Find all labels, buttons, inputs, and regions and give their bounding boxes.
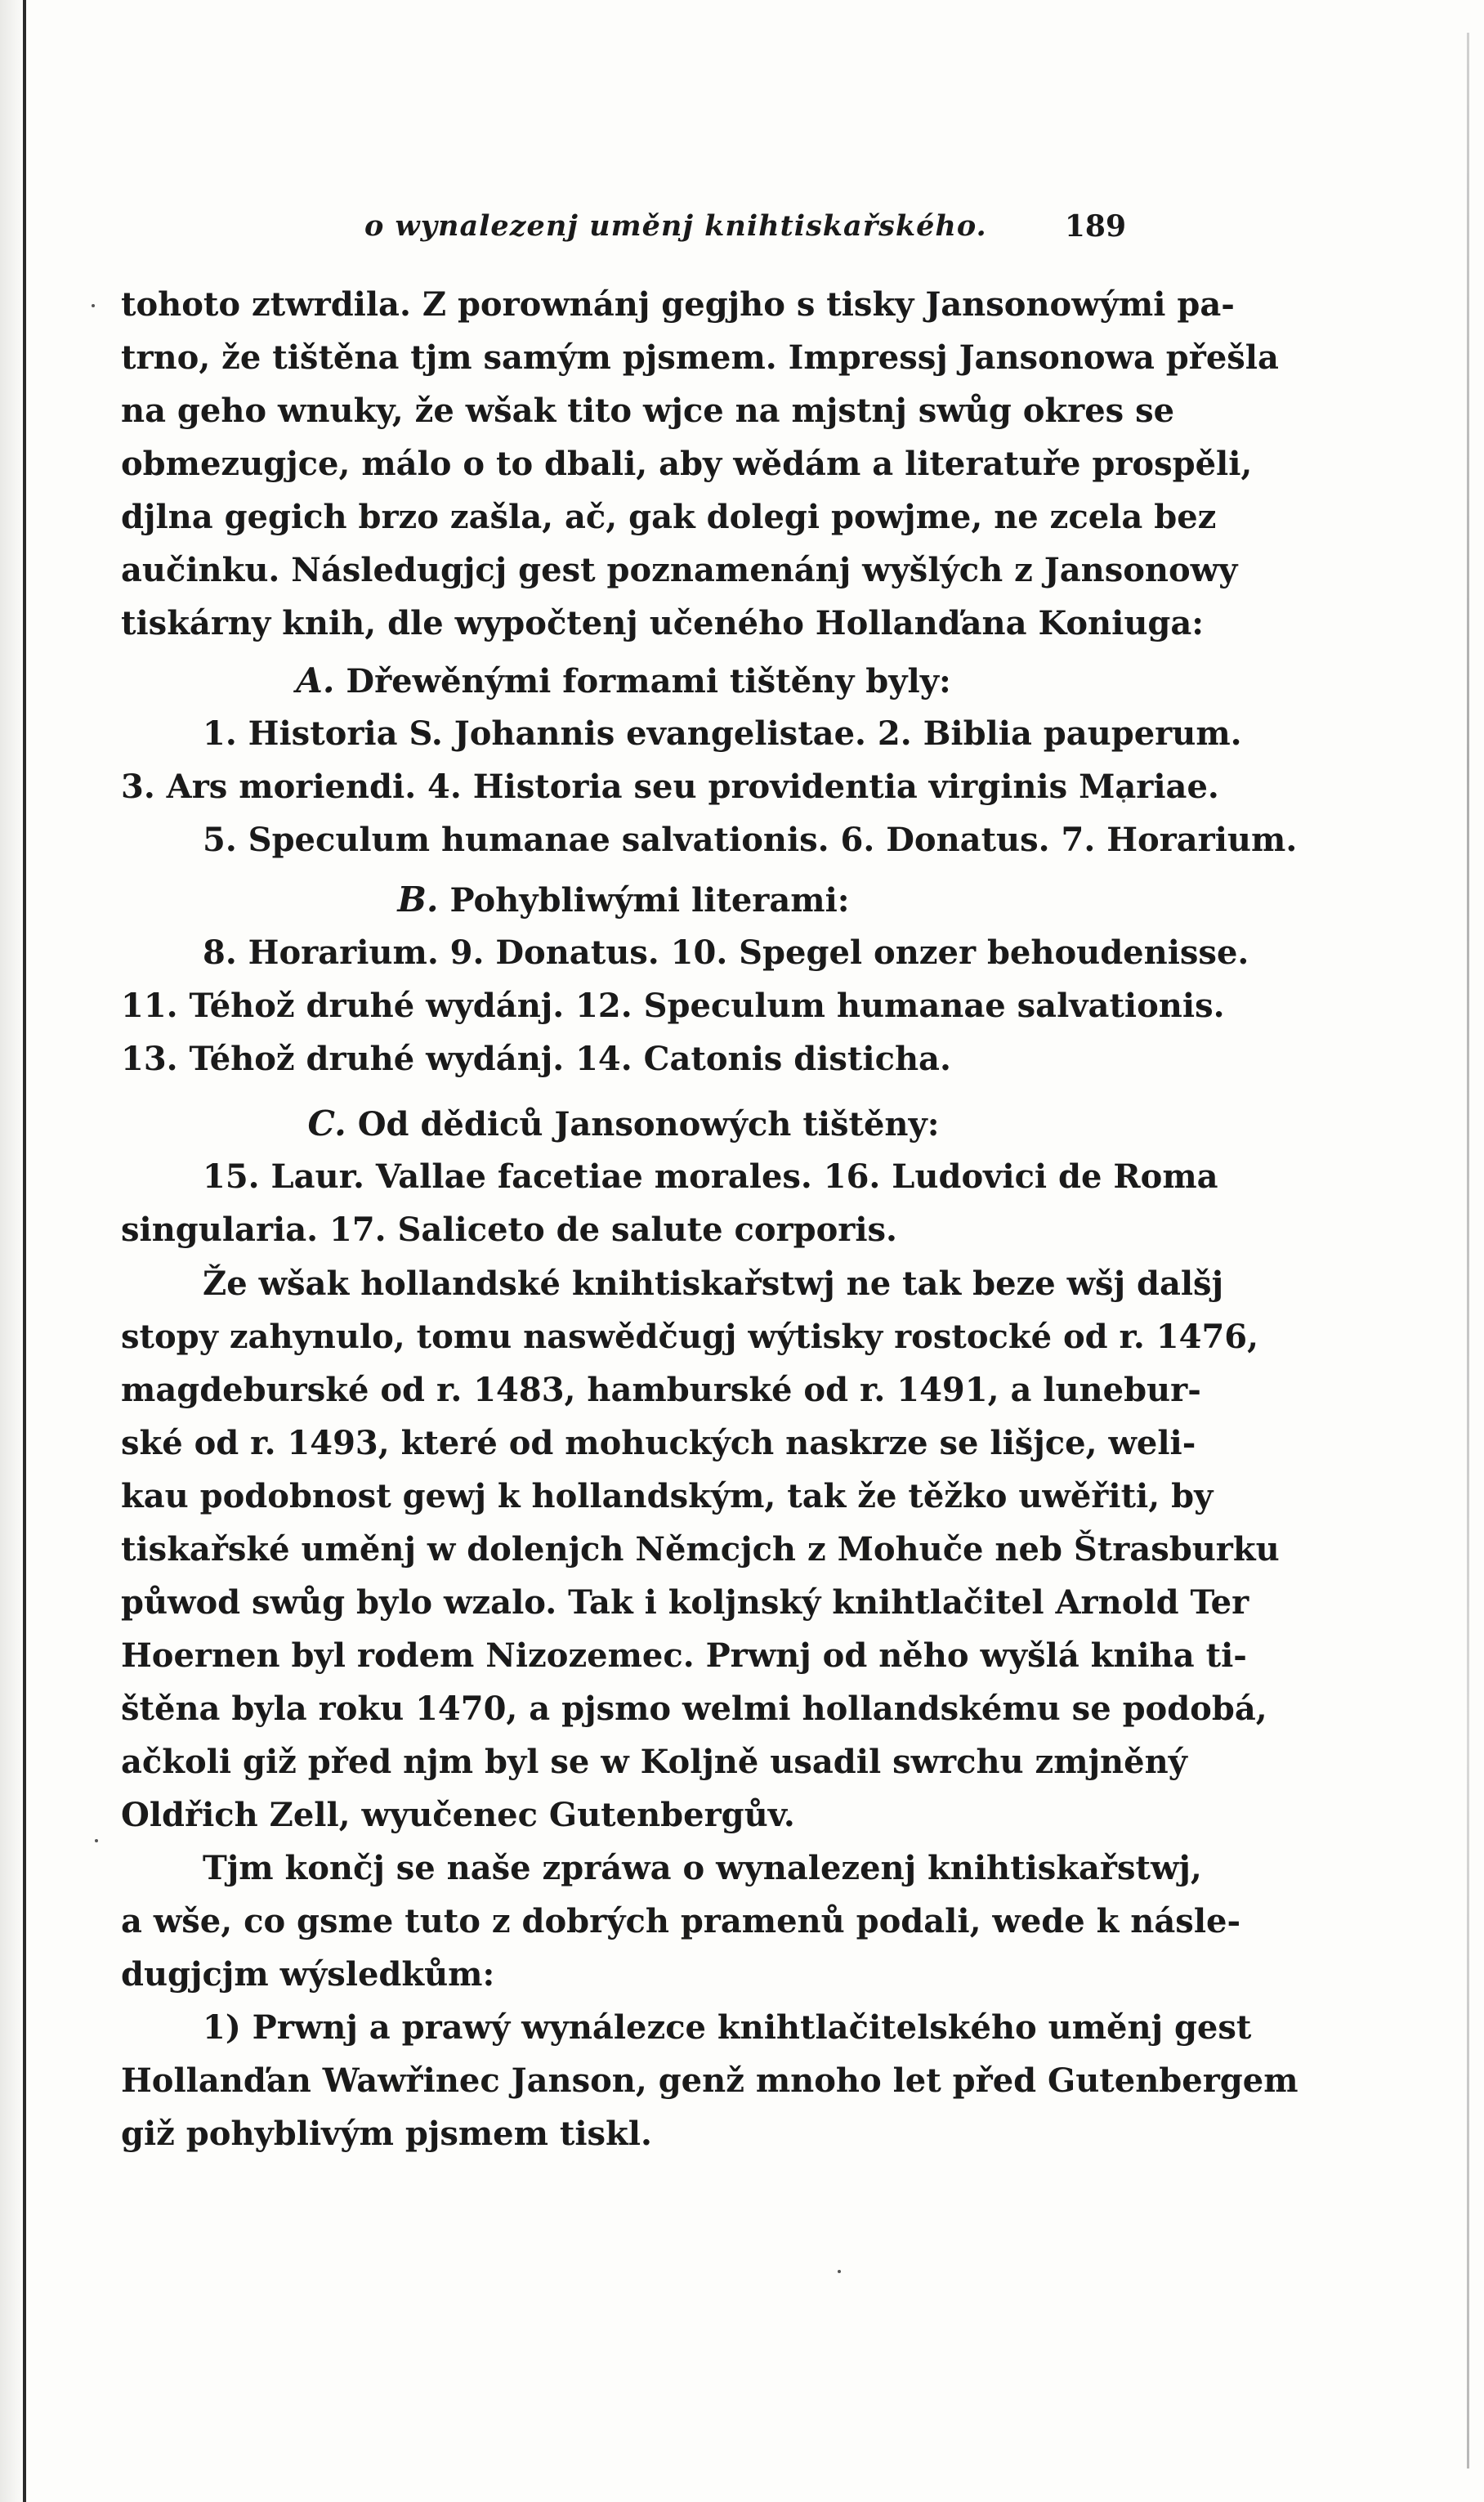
paragraph-4 [121,2001,1298,2160]
text-line: giž pohyblivým pjsmem tiskl. [121,2115,652,2153]
list-line: 5. Speculum humanae salvationis. 6. Donatus. 7. Horarium. [203,821,1298,859]
paragraph-3 [121,1842,1241,2001]
section-title: Od dědiců Jansonowých tištěny: [357,1105,940,1144]
text-line: aučinku. Následugjcj gest poznamenánj wyšlých z Jansonowy [121,551,1238,589]
text-line: magdeburské od r. 1483, hamburské od r. 1491, a lunebur- [121,1371,1201,1409]
section-title: Pohybliwými literami: [449,881,850,920]
list-line: 15. Laur. Vallae facetiae morales. 16. Ludovici de Roma [203,1157,1218,1196]
page-left-edge [23,0,26,2502]
text-line: dugjcjm wýsledkům: [121,1955,495,1994]
text-line: štěna byla roku 1470, a pjsmo welmi hollandskému se podobá, [121,1690,1267,1728]
text-line: půwod swůg bylo wzalo. Tak i kolјnský knihtlačitel Arnold Ter [121,1583,1249,1622]
ink-speck [95,1839,98,1842]
text-line: stopy zahynulo, tomu naswědčugj wýtisky rostocké od r. 1476, [121,1318,1259,1356]
text-line: na geho wnuky, že wšak tito wjce na mjstnj swůg okres se [121,392,1175,430]
text-line: obmezugjce, málo o to dbali, aby wědám a literatuře prospěli, [121,445,1253,483]
text-line: Oldřich Zell, wyučenec Gutenbergův. [121,1796,795,1834]
list-line: 1. Historia S. Johannis evangelistae. 2. Biblia pauperum. [203,714,1242,753]
section-letter: B. [397,880,439,920]
text-line: 1) Prwnj a prawý wynálezce knihtlačitelského uměnj gest [203,2008,1252,2047]
section-c [121,1097,1218,1256]
page-header [121,209,1126,248]
text-line: Tjm končj se naše zpráwa o wynalezenj knihtiskařstwj, [203,1849,1202,1887]
list-line: 8. Horarium. 9. Donatus. 10. Spegel onzer behoudenisse. [203,933,1249,972]
page-number: 189 [1064,209,1126,244]
text-line: ské od r. 1493, které od mohuckých naskrze se lišjce, weli- [121,1424,1196,1462]
running-head: o wynalezenj uměnj knihtiskařského. [364,209,987,243]
paragraph-1 [121,278,1279,650]
section-letter: C. [307,1103,346,1144]
list-line: 13. Téhož druhé wydánj. 14. Catonis disticha. [121,1040,951,1078]
text-line: djlna gegich brzo zašla, ač, gak dolegi powjme, ne zcela bez [121,498,1217,536]
list-line: singularia. 17. Saliceto de salute corporis. [121,1211,897,1249]
text-line: ačkoli giž před njm byl se w Koljně usadil swrchu zmjněný [121,1743,1187,1781]
text-line: tiskařské uměnj w dolenjch Němcjch z Mohuče neb Štrasburku [121,1530,1280,1569]
text-line: tiskárny knih, dle wypočtenj učeného Hollanďana Koniuga: [121,604,1205,642]
text-line: Že wšak hollandské knihtiskařstwj ne tak beze wšj dalšj [203,1264,1224,1303]
list-line: 3. Ars moriendi. 4. Historia seu providentia virginis Mariae. [121,768,1219,806]
page-gutter-shadow [0,0,23,2502]
section-letter: A. [296,660,335,700]
page-right-edge [1467,33,1469,2468]
section-b [121,873,1249,1085]
text-line: tohoto ztwrdila. Z porownánj gegjho s tisky Jansonowými pa- [121,285,1235,324]
section-a [121,654,1298,866]
text-line: a wše, co gsme tuto z dobrých pramenů podali, wede k násle- [121,1902,1241,1940]
section-c-heading [121,1097,1126,1150]
section-a-heading [121,654,1126,707]
text-line: Hollanďan Wawřinec Janson, genž mnoho let před Gutenbergem [121,2061,1298,2100]
paragraph-2 [121,1257,1280,1842]
list-line: 11. Téhož druhé wydánj. 12. Speculum humanae salvationis. [121,987,1225,1025]
ink-speck [92,304,95,307]
section-b-heading [121,873,1126,926]
text-line: Hoernen byl rodem Nizozemec. Prwnj od něho wyšlá kniha ti- [121,1636,1247,1675]
section-title: Dřewěnými formami tištěny byly: [346,662,951,700]
text-line: kau podobnost gewj k hollandským, tak že těžko uwěřiti, by [121,1477,1214,1515]
ink-speck [838,2270,841,2273]
text-line: trno, že tištěna tjm samým pjsmem. Impressj Jansonowa přešla [121,338,1279,377]
